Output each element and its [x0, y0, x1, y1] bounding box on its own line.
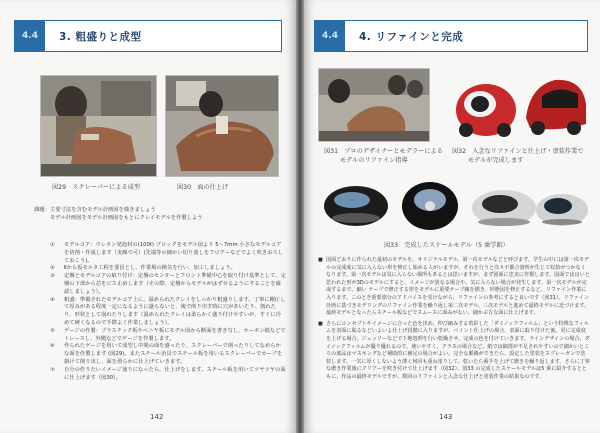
figure-31-caption [324, 146, 443, 164]
step-text: 粗盛：準備されたモデルコア上に、温められたクレイをしっかり粗盛りします。丁寧に剛圧して厚みがある程度一定になるように盛らないと、後で削り出す時に穴があいたり、割れたり、形状として崩れたりします（温められたクレイは柔らかく盛り付けやすいが、すぐに冷めて硬くなるので手際よく作業しましょう）。 [64, 296, 286, 326]
task-block [34, 207, 284, 223]
model-2 [402, 182, 458, 230]
paragraph-text: さらにコンセプトやイメージに合った色を決め、仲び縮みする着彩した「ダイノックフィルム」という特殊なフィルムを表面に貼るなどいよいよ仕上げ段階に入りますが、ペイント仕上げの場合、表面に取り付けた後、更に完成度を上げる場合、ジェッソーなどで下地処理を行い乾燥させ、完成の色を付けていきます。ラインデザインの場合、ダイノックフィルムが優り優れるので、使いやすく、クラスの場合など、紙では細部が不足されやすいので細かいところの部品はマスキングなど補助的に補足の場合がよい。完全な脈絡ができたら、設定した塗装をスプレーガンで塗装します。一気に厚くしないよう薄く何回も重ね塗りして、乾いたら番手を上げて磨きを繰り返します。さらに丁寧な磨き作業後にクリアーを吹き付けて仕上げます（図32）。図33 の完成したスケールモデルは5 乗に紹介するとともに、作品の最終モデルですが、数回のリファインと入念な仕上げと塗装作業の結果なのです。 [326, 320, 590, 380]
section-header [14, 20, 282, 52]
paragraph-text: 図面どおりに作られた最初のモデルを、オリジナルモデル、第一次モデルなどと呼びます。学生の中には第一次モデルの完成度に気に入らない形を修正し始める人がいますが、それを行うと次々不都合箇所が生じて収拾がつかなくなります。第一次モデルは気に入らない場所もあるとは思いますが、まず図面に忠実に作製します。図面では良いと思われた形が3Dのモデルにすると、イメージが異なる場合や、気に入らない場合が発生します。第一次モデルが完成するまで、細い テープで修正する形をモデルに重要テープ線を描き、形態図を修正するなど、リファイン作業に入ります。このとき重要部分のアドバイスを受けながら、リファインの参考にすると良いです（図31）。リファイン計画に基づきモデリングのリファイン作業を繰り返し第二次モデル、三次モデルと進めて最終モデルに近づけます。最終モデルとなったらスチール板などでスムースに面みがない、細かぶ方な面に仕上げます。 [326, 257, 590, 317]
step-item [50, 273, 286, 296]
task-line: 主要寸法を含むモデル計画図を描きましょう [50, 207, 156, 213]
step-item [50, 297, 286, 328]
model-1 [324, 186, 388, 226]
caption-line: モデルが完成します [468, 157, 524, 164]
step-text: Ⅱから仮モルタ工程を要員とし、作業場の換気を行い、加工しましょう。 [64, 265, 236, 272]
step-text: ゲージの作製：プラスチック板やベニヤ板にモデル図から断面を書き写し、カーボン紙などでトレースし、外側などでゲージを作製します。 [64, 327, 286, 342]
steps-list [50, 242, 286, 382]
left-page [0, 0, 296, 433]
task-line: モデル計画図をモデル計画図をもとにクレイモデルを作製しよう [50, 214, 203, 221]
caption-line: モデルのリファイン指導 [340, 157, 408, 164]
step-text: 作られたゲージを用いて成型し中間の面を盛ったり、スクレーパーで削ったりしてなめらかな面を作製します (図29)。またスチール治具でスチール板を用いるスクレーパーでカーブを掛けて削り出し、面を滑らかに仕上げていきます。 [64, 343, 283, 365]
section-title: 4. リファインと完成 [359, 30, 464, 43]
step-marker: ⑥ [50, 343, 55, 350]
paragraph [318, 257, 590, 318]
caption-line: 図32 入念なリファインと仕上げ・塗装作業で [452, 148, 584, 155]
step-marker: ① [50, 242, 55, 248]
step-marker: ⑦ [50, 366, 55, 373]
paragraph [318, 321, 590, 382]
step-item [50, 367, 286, 383]
step-item [50, 343, 286, 366]
figure-30-caption: 図30 面の仕上げ [177, 184, 229, 191]
section-header [314, 20, 588, 52]
step-marker: ⑤ [50, 327, 55, 334]
right-page [304, 0, 600, 433]
model-3 [472, 190, 536, 226]
figure-29-caption: 図29 スクレーパーによる成型 [52, 184, 141, 191]
bullet-marker: ■ [318, 320, 323, 327]
figure-32-caption [452, 146, 584, 164]
section-number: 4.4 [15, 21, 45, 51]
step-text: 自分の作りたいイメージ通りになったら、仕上げをします。スチール板を用いてツヤツヤの面に仕上げます（図30）。 [64, 366, 286, 381]
step-marker: ④ [50, 296, 55, 303]
figure-33-caption: 図33 完成したスケールモデル（5 乗学館） [384, 242, 509, 249]
book-gutter [296, 0, 304, 433]
step-item [50, 242, 286, 265]
photo-refine-guidance [318, 68, 430, 142]
photo-surface-finishing [165, 75, 279, 177]
section-title: 3. 粗盛りと成型 [59, 30, 142, 43]
body-paragraphs [318, 257, 590, 382]
step-item [50, 328, 286, 344]
photo-scale-models-row [318, 176, 590, 236]
step-marker: ② [50, 265, 55, 272]
step-text: 定盤とモデルコアの取り付け：定盤のセンターとフロント準備中心を取り付け基準として、定盤の下部から芯をビス止めします（その際、定盤からモデルがはずせるようにすることを確認しましょう）。 [64, 273, 286, 295]
photo-finished-painted-model [450, 68, 590, 140]
bullet-marker: ■ [318, 257, 323, 263]
model-4 [536, 194, 588, 226]
page-number: 142 [150, 413, 164, 421]
task-label: 課題： [34, 207, 50, 213]
step-text: モデルコア：ウレタン発泡材の(100t) ブロックをモデル図より 5～7mm 小さなモデルコアを切削・作成します（実線で可）(先端等の細かい切り落しをフロアーなどでよく吹きおろしておこう)。 [64, 242, 284, 264]
page-number: 143 [439, 413, 453, 421]
photo-scraper-shaping [40, 75, 157, 177]
caption-line: 図31 プロのデザイナーとモデラーによる [324, 148, 443, 155]
step-marker: ③ [50, 273, 55, 280]
section-number: 4.4 [315, 21, 345, 51]
